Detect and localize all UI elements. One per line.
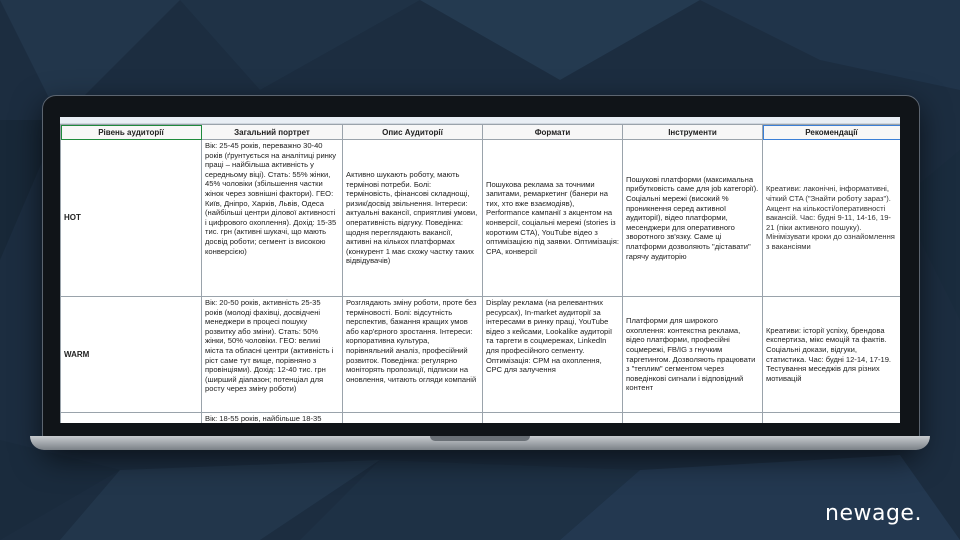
cell-portrait[interactable]: Вік: 25-45 років, переважно 30-40 років (ґрунтується на аналітиці ринку праці – найбільша активність у середньому віці). Стать: 55% жінки, 45% чоловіки (збільшення частки жінок через зовнішні фактори). ГЕО: Київ, Дніпро, Харків, Львів, Одеса (найбільші центри ділової активності і цифрового охоплення). Дохід: 15-35 тис. грн (активні шукачі, що мають досвід роботи; сегмент із високою конверсією) [202, 140, 343, 297]
header-formats[interactable]: Формати [483, 125, 623, 140]
header-description[interactable]: Опис Аудиторії [343, 125, 483, 140]
cell-level[interactable]: HOT [61, 140, 202, 297]
table-row [61, 413, 901, 424]
cell-formats[interactable] [483, 413, 623, 424]
header-portrait[interactable]: Загальний портрет [202, 125, 343, 140]
cell-description[interactable]: Активно шукають роботу, мають термінові потреби. Болі: терміновість, фінансові складнощі, ризик/досвід звільнення. Інтереси: актуальні вакансії, сприятливі умови, оперативність відгуку. Поведінка: щодня переглядають вакансії, активні на кількох платформах (конкурент 1 має схожу частку таких відвідувачів) [343, 140, 483, 297]
cell-recommendations[interactable] [763, 413, 901, 424]
table-row [61, 140, 901, 297]
cell-tools[interactable]: Платформи для широкого охоплення: контекстна реклама, відео платформи, професійні соцмережі, FB/IG з гнучким таргетингом. Дозволяють працювати з "теплим" сегментом через поведінкові сигнали і відповідний контент [623, 297, 763, 413]
cell-tools[interactable] [623, 413, 763, 424]
spreadsheet-toolbar-strip [60, 117, 900, 124]
laptop-notch [430, 436, 530, 441]
spreadsheet-screen [60, 117, 900, 423]
header-level[interactable]: Рівень аудиторії [61, 125, 202, 140]
header-recommendations[interactable]: Рекомендації [763, 125, 901, 140]
cell-portrait[interactable]: Вік: 20-50 років, активність 25-35 років (молоді фахівці, досвідчені менеджери в процесі пошуку розвитку або зміни). Стать: 50% жінки, 50% чоловіки. ГЕО: великі міста та обласні центри (активність і ріст саме тут вище, порівняно з провінціями). Дохід: 12-40 тис. грн (ширший діапазон; потенціал для росту через зміну роботи) [202, 297, 343, 413]
cell-level[interactable]: WARM [61, 297, 202, 413]
cell-recommendations[interactable]: Креативи: лаконічні, інформативні, чіткий CTA ("Знайти роботу зараз"). Акцент на кількості/оперативності вакансій. Час: будні 9-11, 14-16, 19-21 (піки активного пошуку). Мінімізувати кроки до ознайомлення з вакансіями [763, 140, 901, 297]
cell-description[interactable]: Розглядають зміну роботи, проте без терміновості. Болі: відсутність перспектив, бажання кращих умов або кар'єрного зростання. Інтереси: корпоративна культура, порівняльний аналіз, професійний розвиток. Поведінка: регулярно моніторять пропозиції, підписки на оновлення, читають огляди компаній [343, 297, 483, 413]
cell-tools[interactable]: Пошукові платформи (максимальна прибутковість саме для job категорії). Соціальні мережі (високий % проникнення серед активної аудиторії), відео платформи, месенджери для оперативного зворотного зв'язку. Саме ці платформи дозволяють "діставати" гарячу аудиторію [623, 140, 763, 297]
audience-table [60, 124, 900, 423]
cell-recommendations[interactable]: Креативи: історії успіху, брендова експертиза, мікс емоцій та фактів. Соціальні докази, відгуки, статистика. Час: будні 12-14, 17-19. Тестування меседжів для різних мотивацій [763, 297, 901, 413]
table-row [61, 297, 901, 413]
brand-logo: newage. [825, 501, 922, 526]
cell-portrait[interactable]: Вік: 18-55 років, найбільше 18-35 [202, 413, 343, 424]
table-header-row [61, 125, 901, 140]
cell-description[interactable] [343, 413, 483, 424]
cell-formats[interactable]: Пошукова реклама за точними запитами, ремаркетинг (банери на тих, хто вже взаємодіяв), Performance кампанії з акцентом на конверсії, соціальні мережі (stories із коротким CTA), YouTube відео з оптимізацією під заявки. Оптимізація: CPA, конверсії [483, 140, 623, 297]
cell-formats[interactable]: Display реклама (на релевантних ресурсах), In-market аудиторії за інтересами в ринку праці, YouTube відео з кейсами, Lookalike аудиторії та таргети в соцмережах, LinkedIn для професійного сегменту. Оптимізація: CPM на охоплення, CPC для залучення [483, 297, 623, 413]
header-tools[interactable]: Інструменти [623, 125, 763, 140]
cell-level[interactable] [61, 413, 202, 424]
